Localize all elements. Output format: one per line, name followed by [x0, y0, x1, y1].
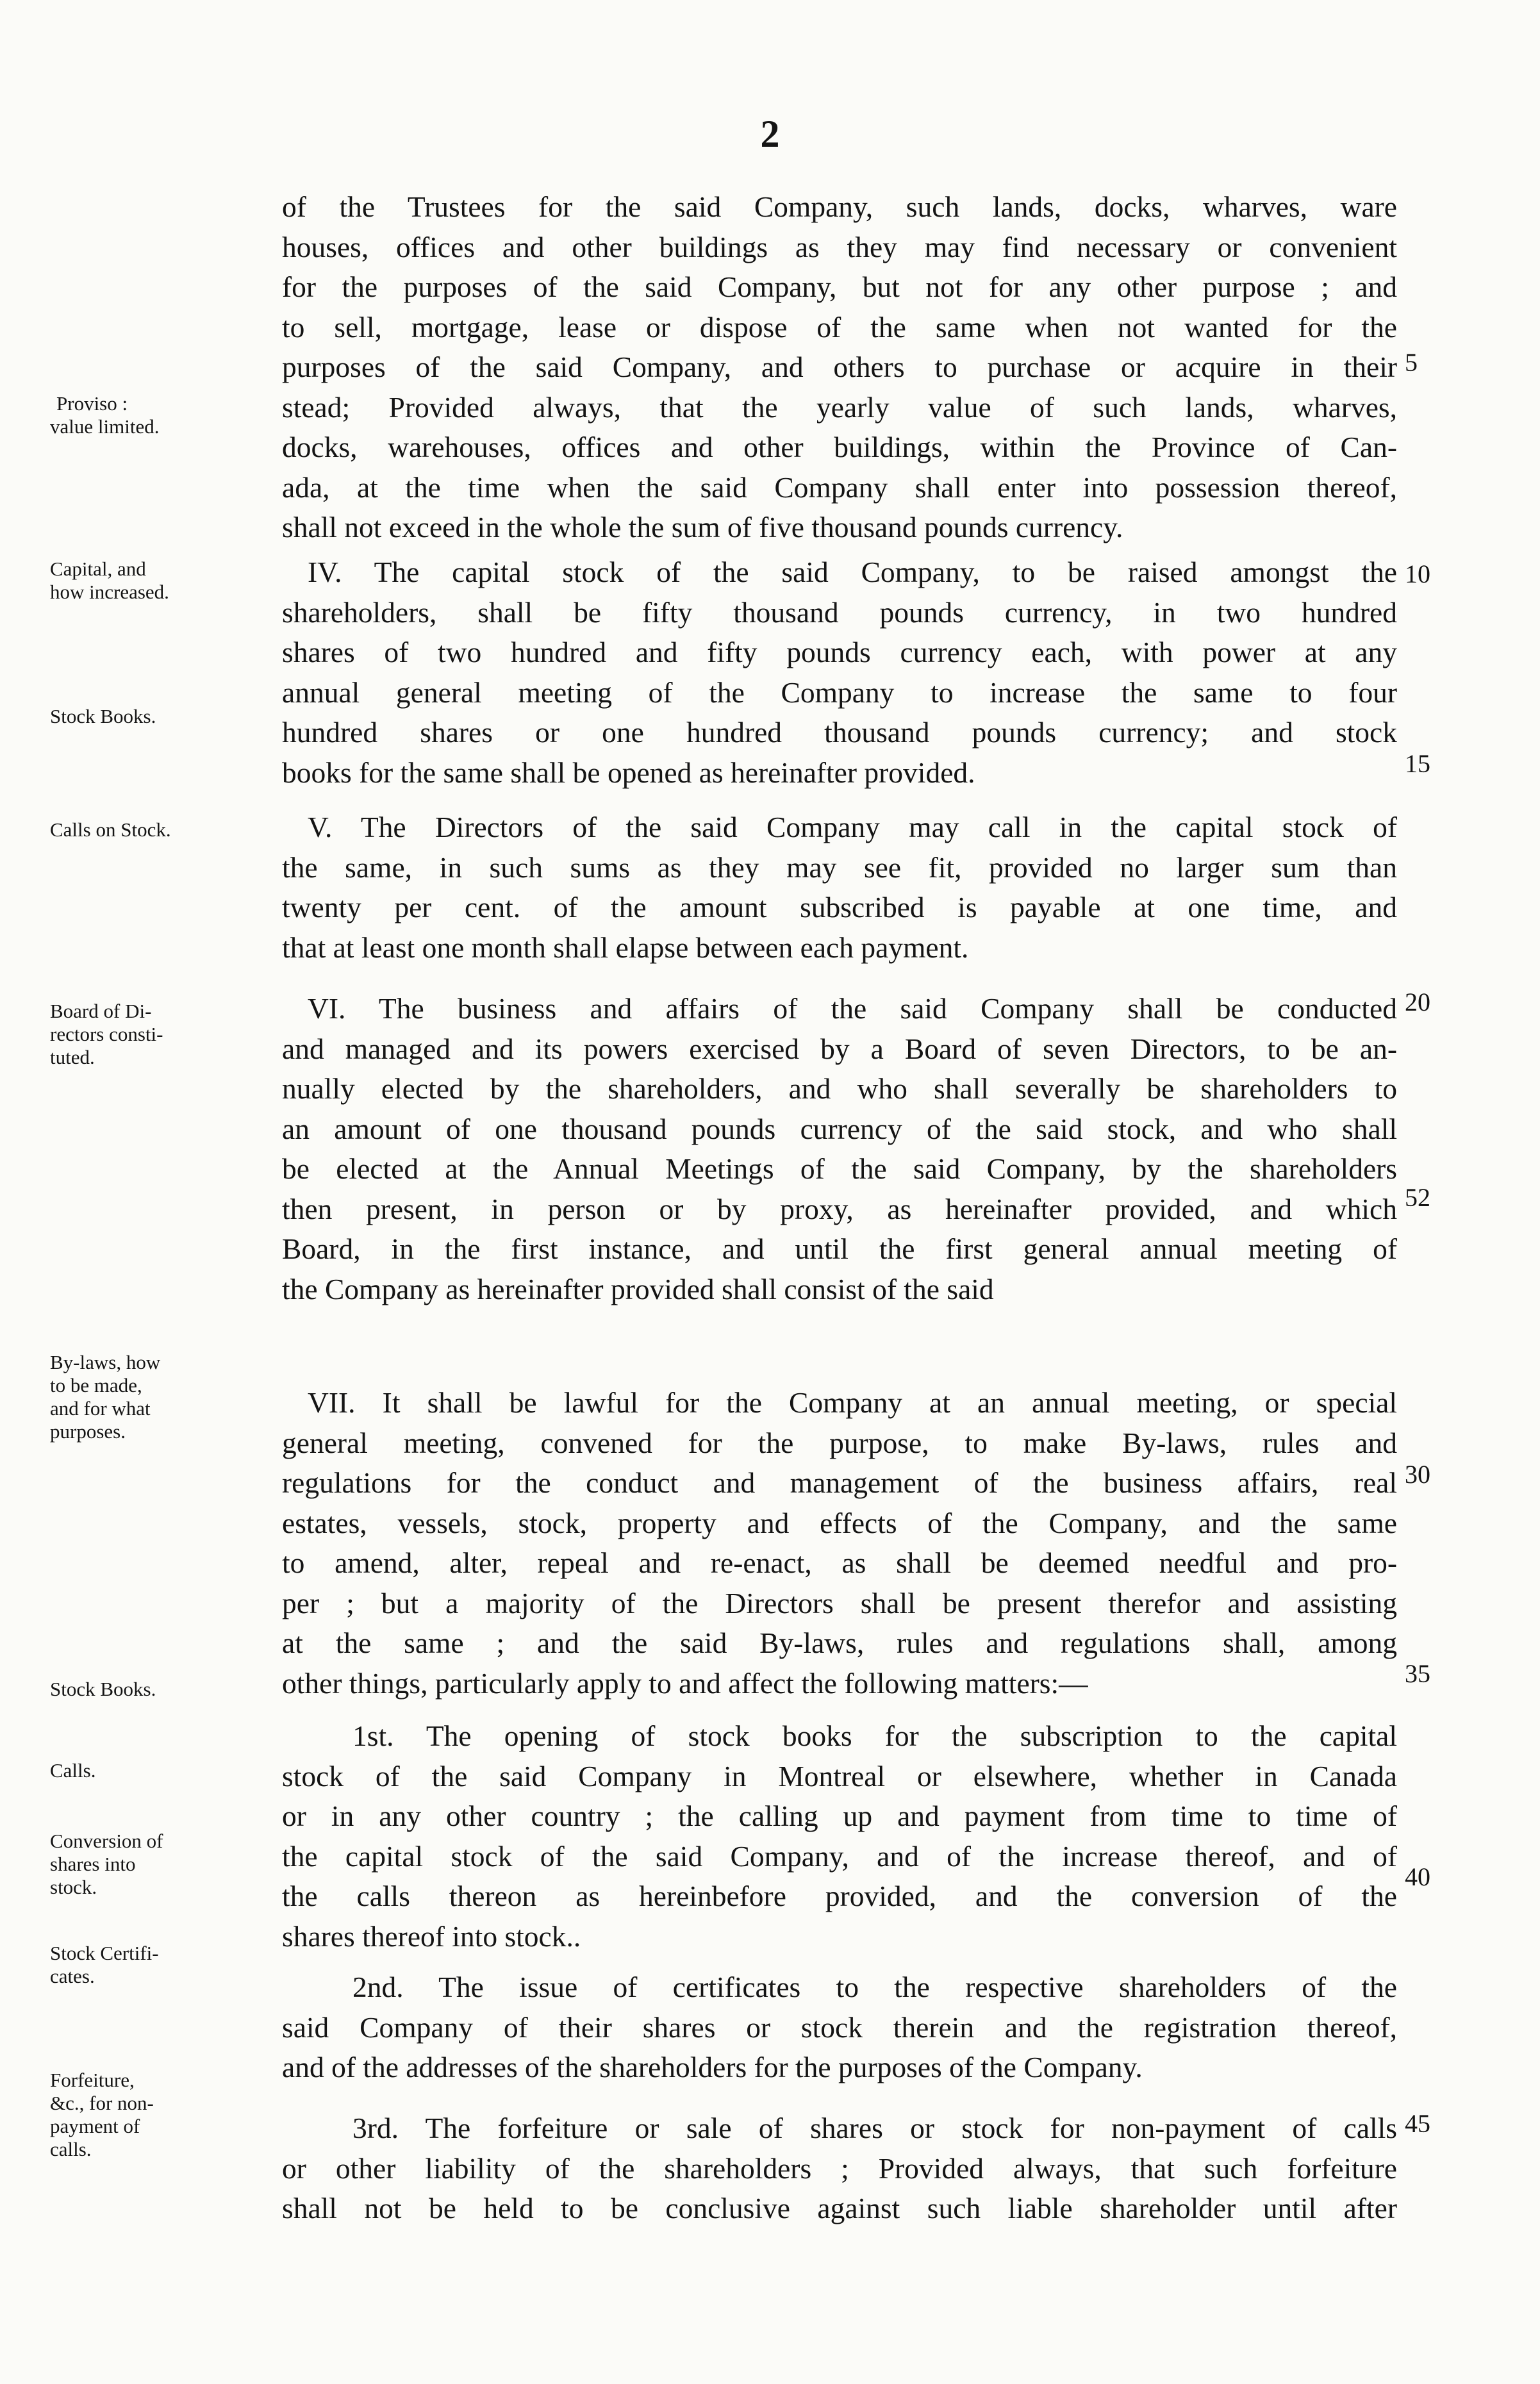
text-line: shareholders, shall be fifty thousand pounds currency, in two hundred [282, 595, 1397, 629]
text-line: general meeting, convened for the purpose, to make By-laws, rules and [282, 1426, 1397, 1459]
margin-note-line: Stock Books. [50, 1678, 156, 1700]
text-line: or other liability of the shareholders ; Provided always, that such forfeiture [282, 2151, 1397, 2185]
text-line: to amend, alter, repeal and re-enact, as shall be deemed needful and pro- [282, 1546, 1397, 1579]
margin-note-by-laws [50, 1351, 281, 1443]
text-line: 3rd. The forfeiture or sale of shares or stock for non-payment of calls [352, 2112, 1397, 2144]
margin-note-line: calls. [50, 2138, 92, 2160]
margin-note-calls-on-stock [50, 818, 281, 841]
text-line: and managed and its powers exercised by a Board of seven Directors, to be an- [282, 1032, 1397, 1065]
margin-note-line: Calls on Stock. [50, 818, 171, 841]
paragraph-item-2nd [282, 1967, 1397, 2088]
text-line: shall not exceed in the whole the sum of five thousand pounds currency. [282, 511, 1123, 543]
paragraph-section-vii [282, 1383, 1397, 1703]
margin-note-line: how increased. [50, 581, 169, 603]
line-number: 5 [1405, 348, 1418, 377]
margin-note-line: cates. [50, 1965, 95, 1987]
margin-note-forfeiture [50, 2069, 281, 2161]
text-line: shares of two hundred and fifty pounds currency each, with power at any [282, 636, 1397, 668]
margin-note-line: purposes. [50, 1420, 126, 1443]
text-line: the calls thereon as hereinbefore provided, and the conversion of the [282, 1880, 1397, 1912]
text-line: annual general meeting of the Company to increase the same to four [282, 675, 1397, 709]
text-line: or in any other country ; the calling up and payment from time to time of [282, 1800, 1397, 1832]
text-line: the capital stock of the said Company, and of the increase thereof, and of [282, 1839, 1397, 1873]
text-line: twenty per cent. of the amount subscribed is payable at one time, and [282, 891, 1397, 923]
margin-note-line: Stock Certifi- [50, 1942, 159, 1964]
text-line: ada, at the time when the said Company shall enter into possession thereof, [282, 470, 1397, 504]
margin-note-line: and for what [50, 1397, 151, 1420]
text-line: an amount of one thousand pounds currency of the said stock, and who shall [282, 1112, 1397, 1145]
line-number: 10 [1405, 559, 1430, 588]
text-line: Board, in the first instance, and until the first general annual meeting of [282, 1232, 1397, 1265]
text-line: shall not be held to be conclusive against such liable shareholder until after [282, 2192, 1397, 2224]
line-number: 40 [1405, 1862, 1430, 1891]
text-line: shares thereof into stock.. [282, 1919, 581, 1953]
text-line: of the Trustees for the said Company, such lands, docks, wharves, ware [282, 190, 1397, 223]
margin-note-board-of-directors [50, 1000, 281, 1069]
margin-note-line: value limited. [50, 415, 160, 438]
text-line: purposes of the said Company, and others to purchase or acquire in their [282, 351, 1397, 383]
margin-note-line: shares into [50, 1853, 136, 1875]
line-number: 45 [1405, 2109, 1430, 2138]
margin-note-line: stock. [50, 1876, 97, 1898]
text-line: books for the same shall be opened as hereinafter provided. [282, 756, 975, 789]
line-number: 30 [1405, 1460, 1430, 1489]
text-line: the Company as hereinafter provided shall consist of the said [282, 1272, 994, 1305]
margin-note-line: Proviso : [56, 392, 128, 415]
text-line: docks, warehouses, offices and other buildings, within the Province of Can- [282, 431, 1397, 463]
text-line: stock of the said Company in Montreal or elsewhere, whether in Canada [282, 1759, 1397, 1792]
paragraph-section-vi [282, 989, 1397, 1309]
text-line: nually elected by the shareholders, and who shall severally be shareholders to [282, 1072, 1397, 1105]
line-number: 15 [1405, 749, 1430, 778]
text-line: stead; Provided always, that the yearly value of such lands, wharves, [282, 390, 1397, 424]
margin-note-line: rectors consti- [50, 1023, 163, 1045]
text-line: 2nd. The issue of certificates to the respective shareholders of the [352, 1971, 1397, 2003]
text-line: 1st. The opening of stock books for the subscription to the capital [352, 1719, 1397, 1752]
text-line: houses, offices and other buildings as they may find necessary or convenient [282, 230, 1397, 263]
margin-note-capital [50, 558, 281, 604]
paragraph-trustees [282, 187, 1397, 548]
margin-note-proviso [50, 392, 281, 438]
margin-note-line: Conversion of [50, 1830, 163, 1852]
paragraph-item-1st [282, 1716, 1397, 1957]
margin-note-line: Forfeiture, [50, 2069, 135, 2091]
margin-note-line: Capital, and [50, 558, 146, 580]
paragraph-item-3rd [282, 2108, 1397, 2229]
margin-note-line: Stock Books. [50, 705, 156, 727]
text-line: and of the addresses of the shareholders for the purposes of the Company. [282, 2051, 1143, 2083]
margin-note-line: payment of [50, 2115, 140, 2137]
text-line: for the purposes of the said Company, but not for any other purpose ; and [282, 270, 1397, 303]
text-line: at the same ; and the said By-laws, rules and regulations shall, among [282, 1627, 1397, 1659]
text-line: hundred shares or one hundred thousand pounds currency; and stock [282, 716, 1397, 749]
margin-note-line: &c., for non- [50, 2092, 154, 2114]
text-line: to sell, mortgage, lease or dispose of the same when not wanted for the [282, 310, 1397, 344]
margin-note-calls [50, 1759, 281, 1782]
paragraph-section-v [282, 807, 1397, 968]
margin-note-line: to be made, [50, 1374, 142, 1396]
margin-note-line: tuted. [50, 1046, 95, 1068]
margin-note-stock-books [50, 705, 281, 728]
line-number: 20 [1405, 988, 1430, 1016]
paragraph-section-iv [282, 552, 1397, 793]
page-number: 2 [760, 113, 780, 155]
margin-note-line: Calls. [50, 1759, 96, 1782]
text-line: VII. It shall be lawful for the Company at an annual meeting, or special [308, 1386, 1397, 1419]
text-line: the same, in such sums as they may see fit, provided no larger sum than [282, 850, 1397, 884]
margin-note-line: By-laws, how [50, 1351, 161, 1373]
text-line: that at least one month shall elapse between each payment. [282, 931, 969, 964]
text-line: per ; but a majority of the Directors shall be present therefor and assisting [282, 1586, 1397, 1619]
line-number: 35 [1405, 1659, 1430, 1688]
margin-note-conversion [50, 1830, 281, 1899]
text-line: be elected at the Annual Meetings of the said Company, by the shareholders [282, 1152, 1397, 1185]
text-line: IV. The capital stock of the said Company, to be raised amongst the [308, 556, 1397, 588]
text-line: VI. The business and affairs of the said Company shall be conducted [308, 992, 1397, 1025]
margin-note-stock-certificates [50, 1942, 281, 1988]
text-line: said Company of their shares or stock therein and the registration thereof, [282, 2010, 1397, 2044]
margin-note-line: Board of Di- [50, 1000, 152, 1022]
margin-note-stock-books-2 [50, 1678, 281, 1701]
text-line: regulations for the conduct and management of the business affairs, real [282, 1466, 1397, 1499]
text-line: then present, in person or by proxy, as hereinafter provided, and which [282, 1192, 1397, 1225]
line-number: 52 [1405, 1183, 1430, 1212]
text-line: V. The Directors of the said Company may call in the capital stock of [308, 811, 1397, 843]
text-line: estates, vessels, stock, property and effects of the Company, and the same [282, 1506, 1397, 1539]
text-line: other things, particularly apply to and affect the following matters:— [282, 1666, 1088, 1700]
